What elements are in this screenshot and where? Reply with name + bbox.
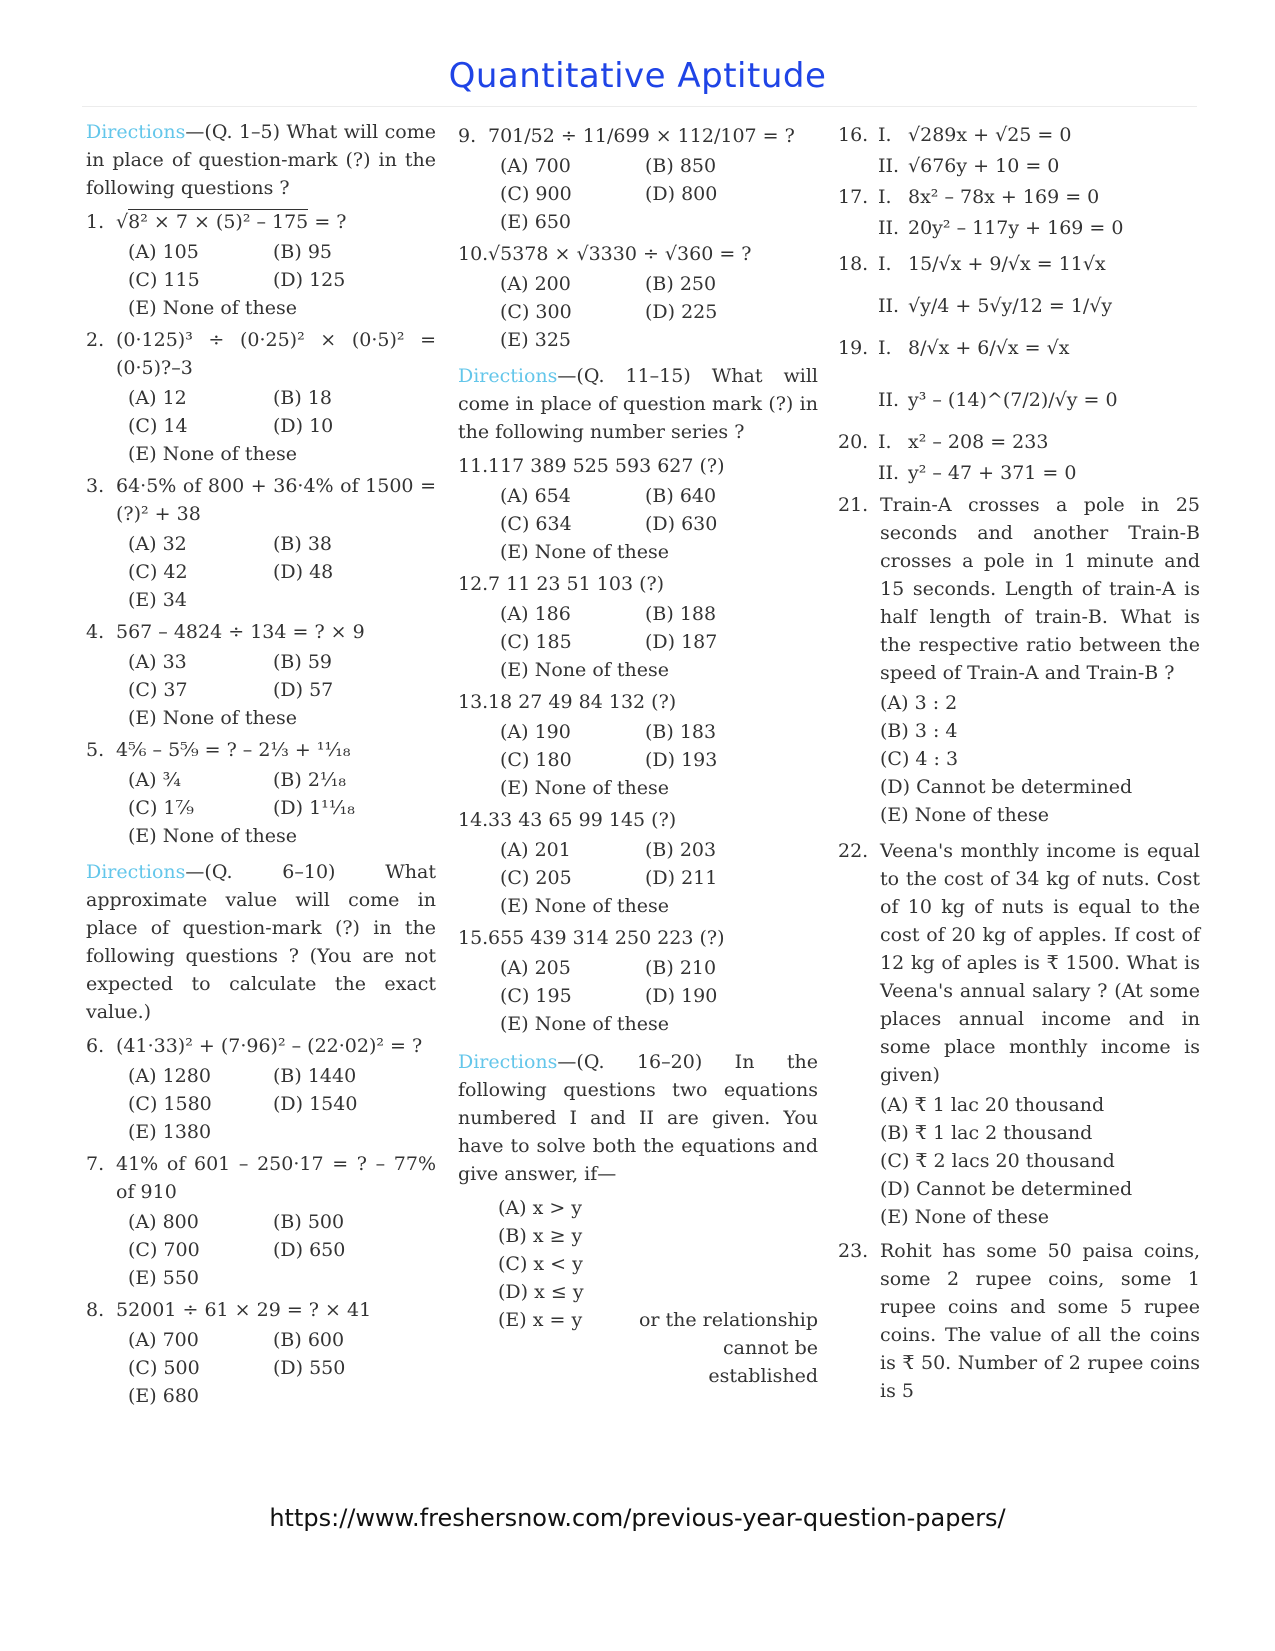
option-c: (C) 700 xyxy=(128,1239,200,1261)
option-e: (E) 1380 xyxy=(128,1121,212,1143)
equation-i: x² – 208 = 233 xyxy=(908,431,1049,453)
option-b: (B) 600 xyxy=(273,1329,345,1351)
question-number: 15. xyxy=(458,927,489,949)
relationship-a: (A) x > y xyxy=(498,1197,583,1219)
option-c: (C) 634 xyxy=(500,513,572,535)
question-3 xyxy=(86,472,436,528)
question-number: 20. xyxy=(838,431,869,453)
directions-text: —(Q. 6–10) What approximate value will come in place of question-mark (?) in the following questions ? (You are not expected to calculate the exact value.) xyxy=(86,861,436,1023)
question-text: (41·33)² + (7·96)² – (22·02)² = ? xyxy=(116,1035,423,1057)
question-text: 52001 ÷ 61 × 29 = ? × 41 xyxy=(116,1299,372,1321)
equation-ii: √676y + 10 = 0 xyxy=(908,155,1060,177)
question-text: (0·125)³ ÷ (0·25)² × (0·5)² = (0·5)?–3 xyxy=(116,329,436,379)
equation-label-ii: II. xyxy=(878,155,900,177)
option-a: (A) 1280 xyxy=(128,1065,211,1087)
question-number: 9. xyxy=(458,125,477,147)
option-a: (A) 105 xyxy=(128,241,199,263)
equation-label-ii: II. xyxy=(878,217,900,239)
option-c: (C) 1580 xyxy=(128,1093,212,1115)
question-22 xyxy=(838,837,1200,1089)
option-c: (C) 14 xyxy=(128,415,188,437)
question-number: 1. xyxy=(86,211,105,233)
option-e: (E) None of these xyxy=(500,777,669,799)
options-q11 xyxy=(500,482,818,566)
question-number: 12. xyxy=(458,573,489,595)
question-number: 6. xyxy=(86,1035,105,1057)
option-a: (A) 200 xyxy=(500,273,571,295)
option-e: (E) None of these xyxy=(128,825,297,847)
question-17 xyxy=(838,183,1200,242)
equation-i: 8/√x + 6/√x = √x xyxy=(908,337,1070,359)
option-b: (B) 95 xyxy=(273,241,333,263)
question-number: 2. xyxy=(86,329,105,351)
option-b: (B) 183 xyxy=(645,721,717,743)
option-e: (E) None of these xyxy=(500,659,669,681)
option-a: (A) 700 xyxy=(128,1329,199,1351)
option-a: (A) 800 xyxy=(128,1211,199,1233)
question-11 xyxy=(458,452,818,480)
equation-ii: y² – 47 + 371 = 0 xyxy=(908,462,1077,484)
option-c: (C) 37 xyxy=(128,679,188,701)
question-number: 8. xyxy=(86,1299,105,1321)
radicand: 8² × 7 × (5)² – 175 xyxy=(128,211,309,233)
equation-label-ii: II. xyxy=(878,295,900,317)
option-b: (B) 3 : 4 xyxy=(880,720,958,742)
option-e: (E) None of these xyxy=(500,1013,669,1035)
question-18 xyxy=(838,250,1200,320)
directions-q11-15 xyxy=(458,362,818,446)
option-b: (B) 250 xyxy=(645,273,717,295)
question-number: 17. xyxy=(838,186,869,208)
options-q13 xyxy=(500,718,818,802)
option-c: (C) 115 xyxy=(128,269,200,291)
option-b: (B) 38 xyxy=(273,533,333,555)
question-15 xyxy=(458,924,818,952)
question-text: 64·5% of 800 + 36·4% of 1500 = (?)² + 38 xyxy=(116,475,436,525)
option-b: (B) ₹ 1 lac 2 thousand xyxy=(880,1122,1093,1144)
question-20 xyxy=(838,428,1200,487)
relationship-c: (C) x < y xyxy=(498,1253,583,1275)
option-a: (A) ₹ 1 lac 20 thousand xyxy=(880,1094,1105,1116)
option-a: (A) 33 xyxy=(128,651,187,673)
question-text: 655 439 314 250 223 (?) xyxy=(488,927,725,949)
question-number: 11. xyxy=(458,455,489,477)
question-tail: = ? xyxy=(314,211,347,233)
option-e: (E) None of these xyxy=(500,541,669,563)
answer-relationship-list xyxy=(498,1194,818,1390)
question-number: 22. xyxy=(838,840,869,862)
question-text: 18 27 49 84 132 (?) xyxy=(488,691,677,713)
option-a: (A) 3 : 2 xyxy=(880,692,958,714)
options-q14 xyxy=(500,836,818,920)
question-13 xyxy=(458,688,818,716)
options-q1 xyxy=(128,238,436,322)
question-number: 4. xyxy=(86,621,105,643)
option-c: (C) 205 xyxy=(500,867,572,889)
relationship-e-label: (E) x = y xyxy=(498,1309,583,1331)
option-d: (D) 190 xyxy=(645,985,718,1007)
option-d: (D) 125 xyxy=(273,269,346,291)
option-b: (B) 203 xyxy=(645,839,717,861)
directions-label: Directions xyxy=(86,861,186,883)
option-c: (C) 300 xyxy=(500,301,572,323)
question-2 xyxy=(86,326,436,382)
option-d: (D) Cannot be determined xyxy=(880,776,1133,798)
option-e: (E) None of these xyxy=(128,443,297,465)
directions-q16-20 xyxy=(458,1048,818,1188)
page-title: Quantitative Aptitude xyxy=(448,56,827,96)
option-a: (A) 205 xyxy=(500,957,571,979)
question-12 xyxy=(458,570,818,598)
equation-i: 15/√x + 9/√x = 11√x xyxy=(908,253,1106,275)
option-d: (D) 650 xyxy=(273,1239,346,1261)
option-b: (B) 1440 xyxy=(273,1065,357,1087)
question-14 xyxy=(458,806,818,834)
directions-label: Directions xyxy=(458,1051,558,1073)
equation-label-i: I. xyxy=(878,253,892,275)
option-d: (D) 225 xyxy=(645,301,718,323)
question-text: 4⁵⁄₆ – 5⁵⁄₉ = ? – 2¹⁄₃ + ¹¹⁄₁₈ xyxy=(116,739,351,761)
options-q12 xyxy=(500,600,818,684)
option-e: (E) None of these xyxy=(500,895,669,917)
option-c: (C) 500 xyxy=(128,1357,200,1379)
option-c: (C) 185 xyxy=(500,631,572,653)
question-8 xyxy=(86,1296,436,1324)
options-q2 xyxy=(128,384,436,468)
equation-label-ii: II. xyxy=(878,389,900,411)
relationship-e-tail: or the relationship cannot be established xyxy=(638,1309,818,1387)
option-b: (B) 500 xyxy=(273,1211,345,1233)
question-number: 14. xyxy=(458,809,489,831)
option-d: (D) 10 xyxy=(273,415,334,437)
option-b: (B) 850 xyxy=(645,155,717,177)
option-e: (E) 34 xyxy=(128,589,187,611)
options-q7 xyxy=(128,1208,436,1292)
directions-text: —(Q. 11–15) What will come in place of question mark (?) in the following number series ? xyxy=(458,365,818,443)
option-a: (A) 32 xyxy=(128,533,187,555)
question-number: 3. xyxy=(86,475,105,497)
question-9 xyxy=(458,122,818,150)
footer-url[interactable]: https://www.freshersnow.com/previous-year-question-papers/ xyxy=(269,1504,1006,1532)
question-number: 21. xyxy=(838,494,869,516)
question-text: 33 43 65 99 145 (?) xyxy=(488,809,677,831)
question-text: √5378 × √3330 ÷ √360 = ? xyxy=(488,243,752,265)
directions-label: Directions xyxy=(458,365,558,387)
option-e: (E) None of these xyxy=(128,707,297,729)
equation-label-i: I. xyxy=(878,431,892,453)
question-1 xyxy=(86,208,436,236)
options-q15 xyxy=(500,954,818,1038)
question-number: 13. xyxy=(458,691,489,713)
question-16 xyxy=(838,121,1200,180)
question-text: Train-A crosses a pole in 25 seconds and another Train-B crosses a pole in 1 minute and 15 seconds. Length of train-A is half length of train-B. What is the respective ratio between the speed of Train-A and Train-B ? xyxy=(880,494,1200,684)
option-e: (E) None of these xyxy=(880,804,1049,826)
option-d: (D) 193 xyxy=(645,749,718,771)
directions-q6-10 xyxy=(86,858,436,1026)
option-d: (D) 800 xyxy=(645,183,718,205)
options-q6 xyxy=(128,1062,436,1146)
option-d: (D) 630 xyxy=(645,513,718,535)
options-q21 xyxy=(880,689,1200,829)
question-text: √8² × 7 × (5)² – 175 = ? xyxy=(116,211,347,233)
column-3 xyxy=(838,118,1200,1407)
option-a: (A) 186 xyxy=(500,603,571,625)
question-number: 18. xyxy=(838,253,869,275)
option-a: (A) ³⁄₄ xyxy=(128,769,181,791)
question-number: 19. xyxy=(838,337,869,359)
question-21 xyxy=(838,491,1200,687)
option-e: (E) 680 xyxy=(128,1385,199,1407)
options-q4 xyxy=(128,648,436,732)
question-text: 701/52 ÷ 11/699 × 112/107 = ? xyxy=(488,125,795,147)
question-19 xyxy=(838,334,1200,414)
option-b: (B) 210 xyxy=(645,957,717,979)
option-c: (C) ₹ 2 lacs 20 thousand xyxy=(880,1150,1115,1172)
question-number: 5. xyxy=(86,739,105,761)
question-text: 567 – 4824 ÷ 134 = ? × 9 xyxy=(116,621,365,643)
options-q22 xyxy=(880,1091,1200,1231)
options-q10 xyxy=(500,270,818,354)
equation-label-i: I. xyxy=(878,124,892,146)
option-c: (C) 4 : 3 xyxy=(880,748,959,770)
equation-label-i: I. xyxy=(878,337,892,359)
option-b: (B) 188 xyxy=(645,603,717,625)
option-d: (D) 187 xyxy=(645,631,718,653)
option-d: (D) 550 xyxy=(273,1357,346,1379)
options-q8 xyxy=(128,1326,436,1410)
option-d: (D) 57 xyxy=(273,679,334,701)
equation-i: √289x + √25 = 0 xyxy=(908,124,1072,146)
column-2 xyxy=(458,118,818,1390)
directions-label: Directions xyxy=(86,121,186,143)
option-a: (A) 201 xyxy=(500,839,571,861)
option-c: (C) 1⁷⁄₉ xyxy=(128,797,194,819)
option-a: (A) 700 xyxy=(500,155,571,177)
option-b: (B) 640 xyxy=(645,485,717,507)
equation-ii: √y/4 + 5√y/12 = 1/√y xyxy=(908,295,1113,317)
option-a: (A) 12 xyxy=(128,387,187,409)
question-text: 7 11 23 51 103 (?) xyxy=(488,573,665,595)
question-number: 7. xyxy=(86,1153,105,1175)
option-e: (E) 550 xyxy=(128,1267,199,1289)
title-divider xyxy=(82,106,1197,107)
options-q9 xyxy=(500,152,818,236)
question-number: 16. xyxy=(838,124,869,146)
option-e: (E) None of these xyxy=(128,297,297,319)
directions-q1-5 xyxy=(86,118,436,202)
column-1 xyxy=(86,118,436,1410)
equation-label-i: I. xyxy=(878,186,892,208)
option-b: (B) 18 xyxy=(273,387,333,409)
question-text: 41% of 601 – 250·17 = ? – 77% of 910 xyxy=(116,1153,436,1203)
option-d: (D) 1540 xyxy=(273,1093,358,1115)
option-b: (B) 2¹⁄₁₈ xyxy=(273,769,346,791)
question-text: Veena's monthly income is equal to the cost of 34 kg of nuts. Cost of 10 kg of nuts is equal to the cost of 20 kg of apples. If cost of 12 kg of aples is ₹ 1500. What is Veena's annual salary ? (At some places annual income and in some place monthly income is given) xyxy=(880,840,1200,1086)
relationship-b: (B) x ≥ y xyxy=(498,1225,583,1247)
option-a: (A) 190 xyxy=(500,721,571,743)
equation-ii: y³ – (14)^(7/2)/√y = 0 xyxy=(908,389,1118,411)
directions-text: —(Q. 1–5) What will come in place of question-mark (?) in the following questions ? xyxy=(86,121,436,199)
equation-ii: 20y² – 117y + 169 = 0 xyxy=(908,217,1124,239)
option-c: (C) 180 xyxy=(500,749,572,771)
equation-label-ii: II. xyxy=(878,462,900,484)
question-7 xyxy=(86,1150,436,1206)
equation-i: 8x² – 78x + 169 = 0 xyxy=(908,186,1100,208)
directions-text: —(Q. 16–20) In the following questions two equations numbered I and II are given. You have to solve both the equations and give answer, if— xyxy=(458,1051,818,1185)
option-e: (E) 650 xyxy=(500,211,571,233)
option-e: (E) None of these xyxy=(880,1206,1049,1228)
question-text: 117 389 525 593 627 (?) xyxy=(488,455,725,477)
option-b: (B) 59 xyxy=(273,651,333,673)
option-d: (D) 1¹¹⁄₁₈ xyxy=(273,797,355,819)
options-q3 xyxy=(128,530,436,614)
option-e: (E) 325 xyxy=(500,329,571,351)
question-number: 10. xyxy=(458,243,489,265)
question-4 xyxy=(86,618,436,646)
option-c: (C) 42 xyxy=(128,561,188,583)
question-23 xyxy=(838,1237,1200,1405)
question-number: 23. xyxy=(838,1240,869,1262)
question-text: Rohit has some 50 paisa coins, some 2 rupee coins, some 1 rupee coins and some 5 rupee coins. The value of all the coins is ₹ 50. Number of 2 rupee coins is 5 xyxy=(880,1240,1200,1402)
question-5 xyxy=(86,736,436,764)
question-10 xyxy=(458,240,818,268)
option-d: (D) 48 xyxy=(273,561,334,583)
relationship-e xyxy=(498,1306,818,1390)
option-a: (A) 654 xyxy=(500,485,571,507)
option-d: (D) Cannot be determined xyxy=(880,1178,1133,1200)
option-c: (C) 900 xyxy=(500,183,572,205)
option-c: (C) 195 xyxy=(500,985,572,1007)
relationship-d: (D) x ≤ y xyxy=(498,1281,584,1303)
options-q5 xyxy=(128,766,436,850)
question-6 xyxy=(86,1032,436,1060)
option-d: (D) 211 xyxy=(645,867,718,889)
